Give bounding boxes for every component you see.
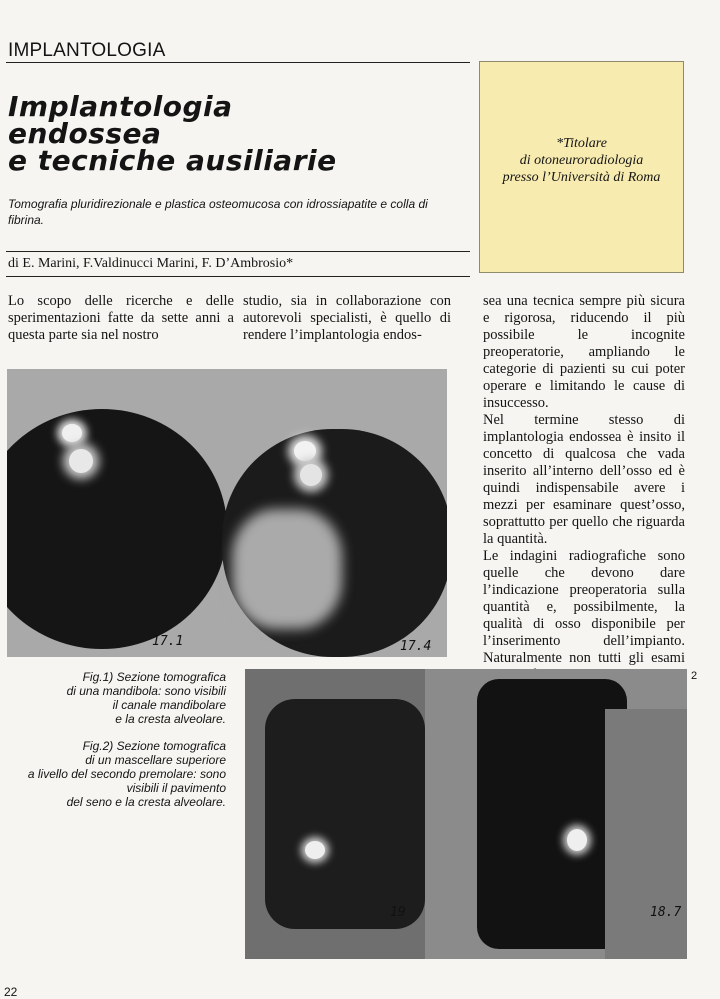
authors-rule [6,276,470,277]
body-column-3: sea una tecnica sempre più sicura e rigorosa, riducendo il più possibile le incognite preoperatorie, ampliando le categorie di pazienti su cui poter operare e limitando le cause di insuccesso. Nel termine stesso di implantologia endossea è insito il concetto di qualcosa che vada inserito all’interno dell’osso ed è quindi indispensabile avere i mezzi per esaminare quest’osso, soprattutto per quello che riguarda la quantità. Le indagini radiografiche sono quelle che devono dare l’indicazione preoperatoria sulla quantità e, possibilmente, la qualità di osso disponibile per l’inserimento dell’impianto. Naturalmente non tutti gli esami [483,293,685,666]
tomograph-highlight [300,464,322,486]
figure-1-photo [7,369,447,657]
figure-1-caption: Fig.1) Sezione tomografica di una mandibola: sono visibili il canale mandibolare e la cresta alveolare. [66,670,226,726]
author-note-box [479,61,684,273]
section-label: IMPLANTOLOGIA [8,40,166,61]
tomograph-highlight [69,449,93,473]
title-line-1: Implantologia [8,90,233,123]
tomograph-highlight [62,424,82,442]
page-number: 22 [4,985,18,999]
tomograph-highlight [567,829,587,851]
body-column-2: studio, sia in collaborazione con autorevoli specialisti, è quello di rendere l’implantologia endos- [243,293,451,343]
title-line-2: endossea [8,117,162,150]
tomograph-dark-region-left [265,699,425,929]
figure-2-photo [245,669,687,959]
title-line-3: e tecniche ausiliarie [8,144,337,177]
photo-mark: 18.7 [650,905,682,920]
figure-2-number: 2 [691,670,698,682]
tomograph-light-region [232,509,342,629]
author-note: *Titolare di otoneuroradiologia presso l’Università di Roma [502,135,661,185]
photo-mark: 19 [390,905,406,920]
tomograph-dark-region-left [7,409,227,649]
tomograph-highlight [305,841,325,859]
article-title [8,90,408,177]
subtitle-rule [6,251,470,252]
body-column-1: Lo scopo delle ricerche e delle sperimentazioni fatte da sette anni a questa parte sia nel nostro [8,293,234,343]
figure-2-caption: Fig.2) Sezione tomografica di un mascellare superiore a livello del secondo premolare: sono visibili il pavimento del seno e la cresta alveolare. [27,739,226,809]
article-subtitle: Tomografia pluridirezionale e plastica osteomucosa con idrossiapatite e colla di fibrina. [8,197,428,227]
photo-mark: 17.1 [152,634,184,649]
photo-mark: 17.4 [400,639,432,654]
tomograph-highlight [294,441,316,461]
section-rule [6,62,470,63]
tomograph-gray-region [605,709,687,959]
article-authors: di E. Marini, F.Valdinucci Marini, F. D’Ambrosio* [8,256,294,271]
